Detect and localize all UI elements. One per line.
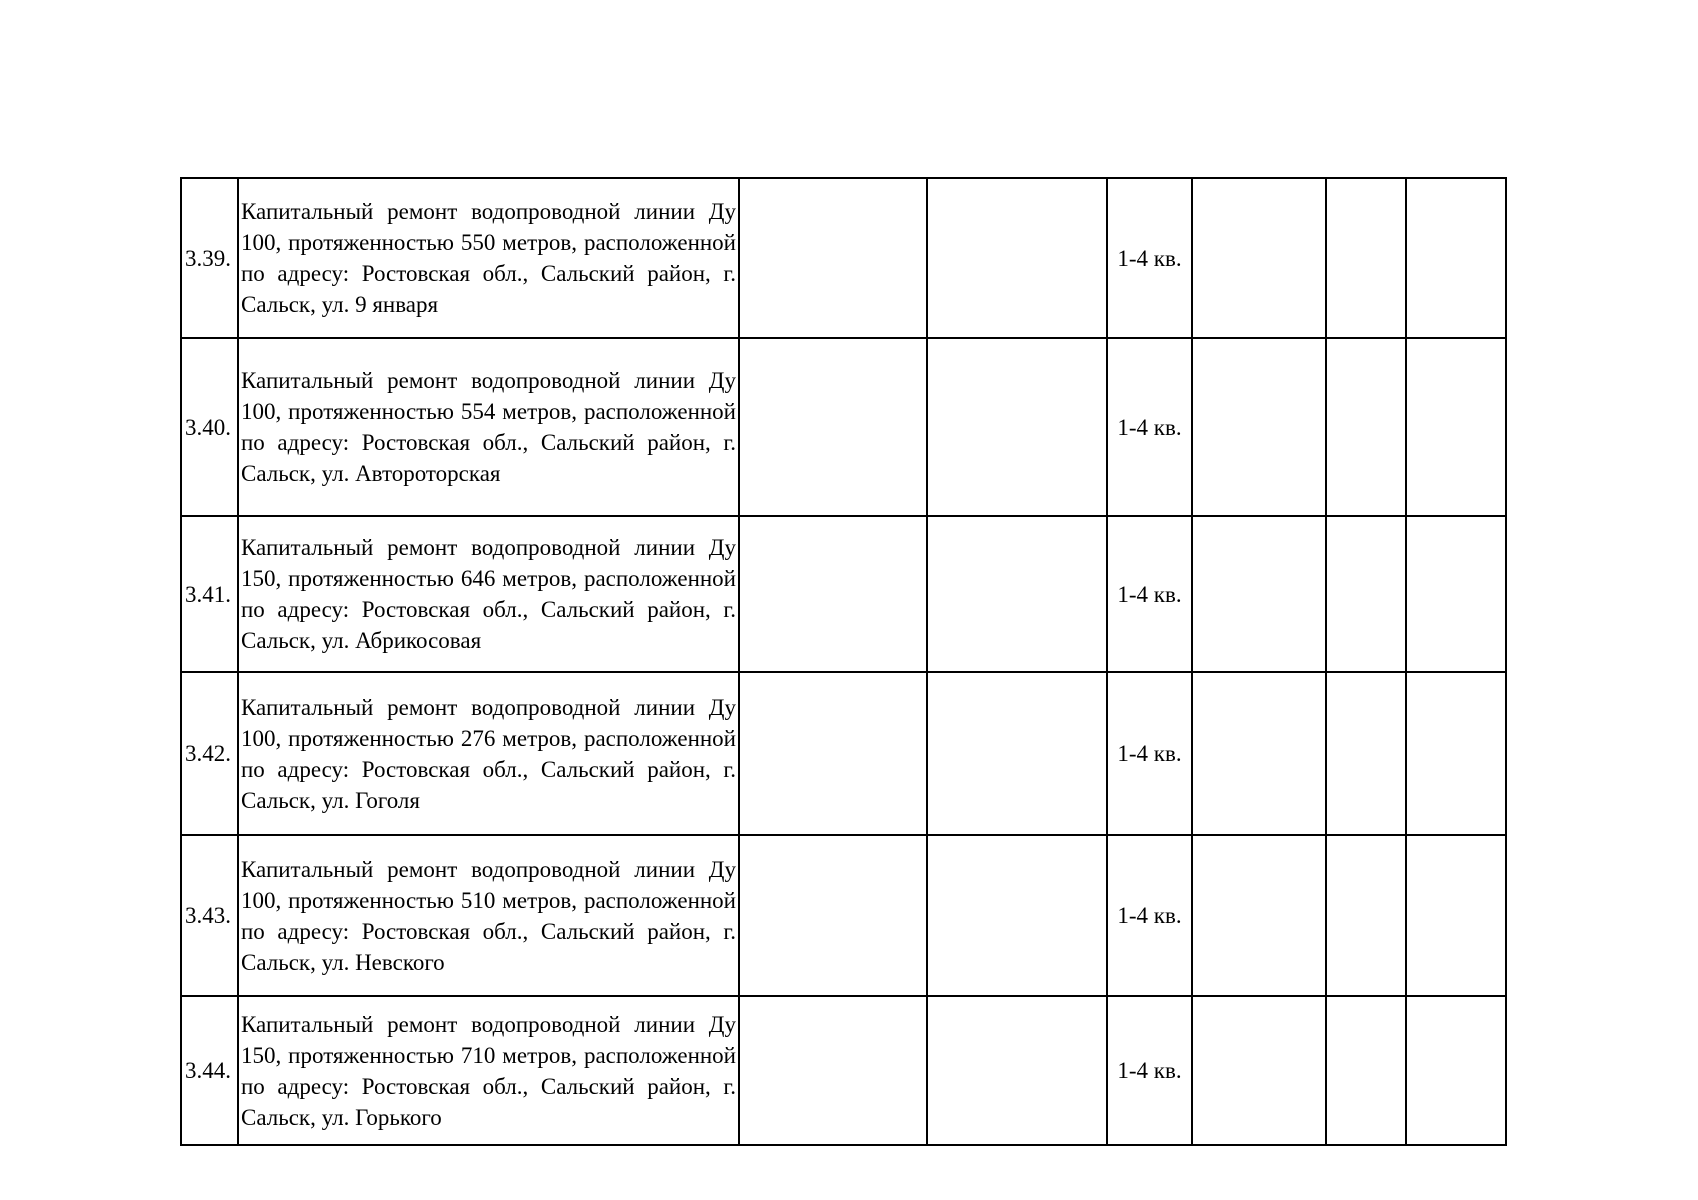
row-number-cell: 3.43. — [181, 835, 238, 996]
empty-cell — [1326, 516, 1406, 672]
period-cell: 1-4 кв. — [1107, 835, 1192, 996]
empty-cell — [1326, 835, 1406, 996]
row-number-cell: 3.40. — [181, 338, 238, 516]
period-cell: 1-4 кв. — [1107, 996, 1192, 1145]
empty-cell — [1192, 835, 1326, 996]
table-row — [181, 672, 1506, 835]
description-text: Капитальный ремонт водопроводной линии Ду 150, протяженностью 710 метров, расположенной по адресу: Ростовская обл., Сальский район, г. Сальск, ул. Горького — [241, 1011, 736, 1130]
description-cell — [238, 516, 739, 672]
empty-cell — [739, 516, 927, 672]
row-number-cell: 3.41. — [181, 516, 238, 672]
empty-cell — [1326, 672, 1406, 835]
empty-cell — [1326, 996, 1406, 1145]
empty-cell — [739, 835, 927, 996]
empty-cell — [927, 996, 1107, 1145]
empty-cell — [739, 178, 927, 338]
empty-cell — [1326, 338, 1406, 516]
description-text: Капитальный ремонт водопроводной линии Ду 100, протяженностью 550 метров, расположенной по адресу: Ростовская обл., Сальский район, г. Сальск, ул. 9 января — [241, 199, 736, 317]
period-cell: 1-4 кв. — [1107, 178, 1192, 338]
description-cell — [238, 835, 739, 996]
empty-cell — [1192, 672, 1326, 835]
empty-cell — [1406, 835, 1506, 996]
row-number-cell: 3.39. — [181, 178, 238, 338]
empty-cell — [739, 672, 927, 835]
period-cell: 1-4 кв. — [1107, 338, 1192, 516]
table-row — [181, 996, 1506, 1145]
table-row — [181, 835, 1506, 996]
table-row — [181, 516, 1506, 672]
period-cell: 1-4 кв. — [1107, 672, 1192, 835]
row-number-cell: 3.42. — [181, 672, 238, 835]
empty-cell — [1406, 178, 1506, 338]
empty-cell — [927, 338, 1107, 516]
empty-cell — [927, 672, 1107, 835]
description-cell — [238, 672, 739, 835]
empty-cell — [1192, 178, 1326, 338]
table-row — [181, 178, 1506, 338]
empty-cell — [1406, 516, 1506, 672]
description-text: Капитальный ремонт водопроводной линии Ду 100, протяженностью 276 метров, расположенной по адресу: Ростовская обл., Сальский район, г. Сальск, ул. Гоголя — [241, 694, 736, 813]
empty-cell — [1192, 996, 1326, 1145]
description-cell — [238, 996, 739, 1145]
description-cell — [238, 338, 739, 516]
description-cell — [238, 178, 739, 338]
description-text: Капитальный ремонт водопроводной линии Ду 150, протяженностью 646 метров, расположенной по адресу: Ростовская обл., Сальский район, г. Сальск, ул. Абрикосовая — [241, 535, 736, 653]
description-text: Капитальный ремонт водопроводной линии Ду 100, протяженностью 554 метров, расположенной по адресу: Ростовская обл., Сальский район, г. Сальск, ул. Автороторская — [241, 368, 736, 486]
empty-cell — [927, 516, 1107, 672]
empty-cell — [1406, 672, 1506, 835]
empty-cell — [1406, 996, 1506, 1145]
table-row — [181, 338, 1506, 516]
empty-cell — [1192, 338, 1326, 516]
empty-cell — [927, 835, 1107, 996]
work-plan-table — [180, 177, 1507, 1146]
empty-cell — [1192, 516, 1326, 672]
empty-cell — [927, 178, 1107, 338]
period-cell: 1-4 кв. — [1107, 516, 1192, 672]
row-number-cell: 3.44. — [181, 996, 238, 1145]
description-text: Капитальный ремонт водопроводной линии Ду 100, протяженностью 510 метров, расположенной по адресу: Ростовская обл., Сальский район, г. Сальск, ул. Невского — [241, 856, 736, 975]
empty-cell — [1406, 338, 1506, 516]
empty-cell — [739, 338, 927, 516]
empty-cell — [1326, 178, 1406, 338]
empty-cell — [739, 996, 927, 1145]
